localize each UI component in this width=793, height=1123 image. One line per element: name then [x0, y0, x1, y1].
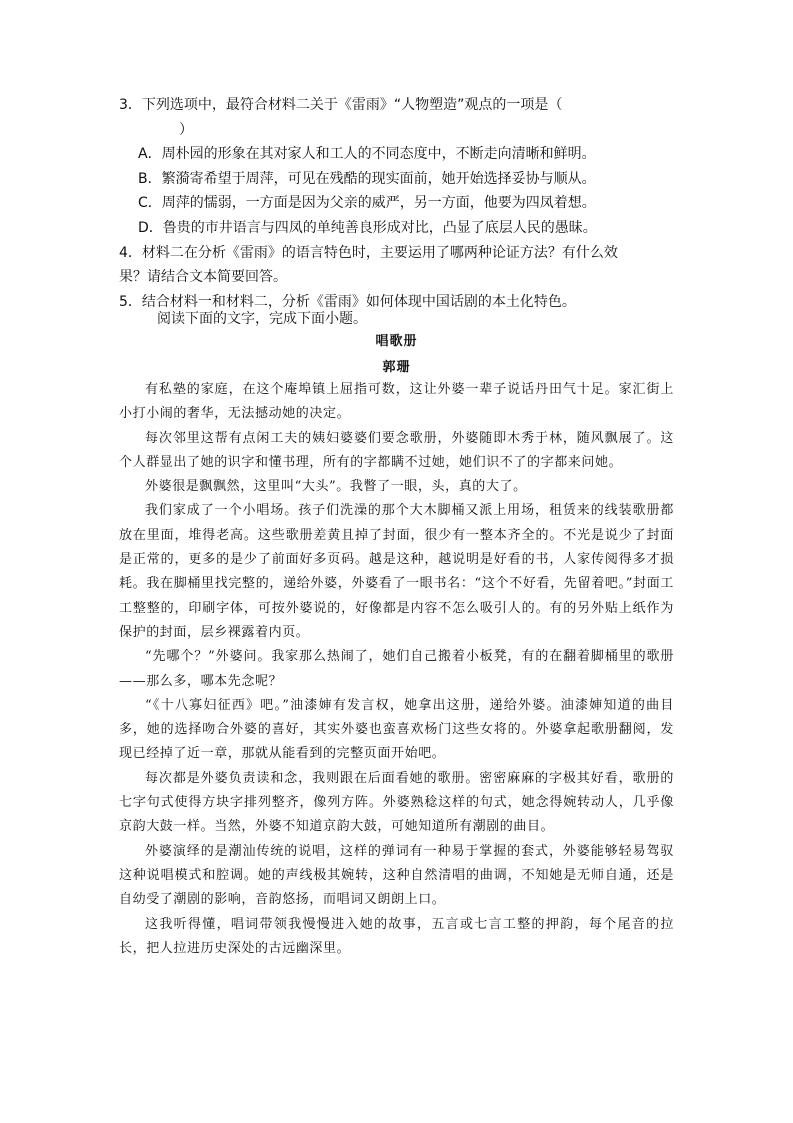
article-paragraph: 每次邻里这帮有点闲工夫的姨妇婆婆们要念歌册，外婆随即木秀于林，随风飘展了。这个人群显出了她的识字和懂书理，所有的字都瞒不过她，她们识不了的字都来问她。	[119, 430, 674, 470]
article-paragraph: 每次都是外婆负责读和念，我则跟在后面看她的歌册。密密麻麻的字极其好看，歌册的七字句式使得方块字排列整齐，像列方阵。外婆熟稔这样的句式，她念得婉转动人，几乎像京韵大鼓一样。当然，外婆不知道京韵大鼓，可她知道所有潮剧的曲目。	[119, 770, 674, 835]
question-4-line-1: 4．材料二在分析《雷雨》的语言特色时，主要运用了哪两种论证方法？有什么效	[119, 244, 618, 261]
option-c: C．周萍的懦弱，一方面是因为父亲的威严，另一方面，他要为四凤着想。	[138, 195, 596, 212]
question-3-paren: ）	[179, 121, 193, 138]
question-5: 5．结合材料一和材料二，分析《雷雨》如何体现中国话剧的本土化特色。	[119, 293, 576, 310]
option-a: A．周朴园的形象在其对家人和工人的不同态度中，不断走向清晰和鲜明。	[138, 146, 596, 163]
article-paragraph: 这我听得懂，唱词带领我慢慢进入她的故事，五言或七言工整的押韵，每个尾音的拉长，把人拉进历史深处的古远幽深里。	[119, 916, 674, 956]
article-paragraph: 我们家成了一个小唱场。孩子们洗澡的那个大木脚桶又派上用场，租赁来的线装歌册都放在里面，堆得老高。这些歌册差黄且掉了封面，很少有一整本齐全的。不光是说少了封面是正常的，更多的是少了前面好多页码。越是这种，越说明是好看的书，人家传阅得多才损耗。我在脚桶里找完整的，递给外婆，外婆看了一眼书名：“这个不好看，先留着吧。”封面工工整整的，印刷字体，可按外婆说的，好像都是内容不怎么吸引人的。有的另外贴上纸作为保护的封面，层乡裸露着内页。	[119, 503, 674, 640]
article-paragraph: 外婆演绎的是潮汕传统的说唱，这样的弹词有一种易于掌握的套式，外婆能够轻易驾驭这种说唱模式和腔调。她的声线极其婉转，这种自然清唱的曲调，不知她是无师自通，还是自幼受了潮剧的影响，音韵悠扬，而唱词又朗朗上口。	[119, 843, 674, 908]
question-4-line-2: 果？请结合文本简要回答。	[119, 269, 287, 286]
article-title: 唱歌册	[375, 334, 418, 349]
option-b: B．繁漪寄希望于周萍，可见在残酷的现实面前，她开始选择妥协与顺从。	[138, 170, 596, 187]
article-body	[119, 378, 674, 961]
article-author: 郭珊	[382, 360, 411, 375]
article-paragraph: “先哪个？”外婆问。我家那么热闹了，她们自己搬着小板凳，有的在翻着脚桶里的歌册——那么多，哪本先念呢？	[119, 649, 674, 689]
option-d: D．鲁贵的市井语言与四凤的单纯善良形成对比，凸显了底层人民的愚昧。	[138, 219, 597, 236]
question-3-stem: 3．下列选项中，最符合材料二关于《雷雨》“人物塑造”观点的一项是（	[119, 97, 563, 113]
article-paragraph: 外婆很是飘飘然，这里叫“大头”。我瞥了一眼，头，真的大了。	[145, 479, 527, 495]
question-block	[119, 93, 679, 314]
reading-instruction: 阅读下面的文字，完成下面小题。	[157, 311, 367, 327]
article-paragraph: 有私塾的家庭，在这个庵埠镇上屈指可数，这让外婆一辈子说话丹田气十足。家汇街上小打小闹的奢华，无法撼动她的决定。	[119, 382, 674, 422]
article-paragraph: “《十八寡妇征西》吧。”油漆婶有发言权，她拿出这册，递给外婆。油漆婶知道的曲目多，她的选择吻合外婆的喜好，其实外婆也蛮喜欢杨门这些女将的。外婆拿起歌册翻阅，发现已经掉了近一章，那就从能看到的完整页面开始吧。	[119, 697, 674, 762]
